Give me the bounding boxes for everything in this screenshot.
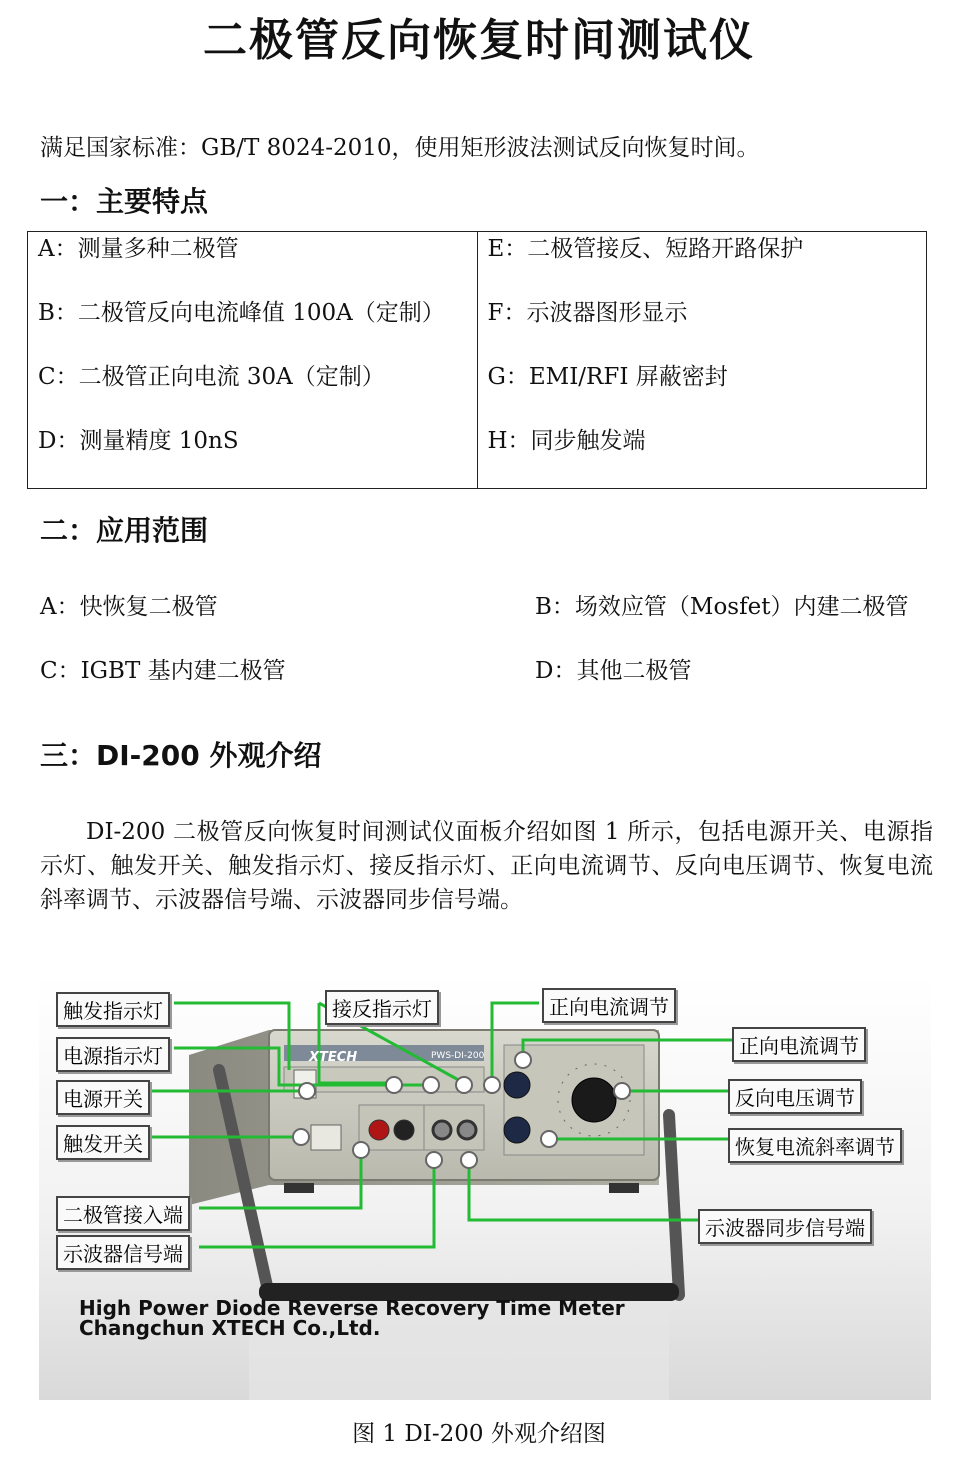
application-item: A：快恢复二极管 xyxy=(40,594,218,620)
callout-fwd-current: 正向电流调节 xyxy=(732,1027,866,1062)
callout-reverse-lamp: 接反指示灯 xyxy=(325,990,439,1025)
callout-fwd-current-top: 正向电流调节 xyxy=(542,988,676,1023)
feature-item: C：二极管正向电流 30A（定制） xyxy=(38,364,385,390)
callout-power-switch: 电源开关 xyxy=(56,1080,150,1115)
callout-slope: 恢复电流斜率调节 xyxy=(728,1128,902,1163)
callout-scope-signal: 示波器信号端 xyxy=(56,1235,190,1270)
brand-line-1: High Power Diode Reverse Recovery Time Meter xyxy=(79,1296,625,1320)
callout-scope-sync: 示波器同步信号端 xyxy=(698,1209,872,1244)
figure-caption: 图 1 DI-200 外观介绍图 xyxy=(352,1421,606,1447)
feature-item: B：二极管反向电流峰值 100A（定制） xyxy=(38,300,445,326)
device-model: PWS-DI-200 xyxy=(431,1051,485,1061)
section1-heading: 一：主要特点 xyxy=(40,185,209,218)
features-left-column xyxy=(28,232,478,489)
feature-item: A：测量多种二极管 xyxy=(38,236,239,262)
feature-item: D：测量精度 10nS xyxy=(38,428,239,454)
feature-item: G：EMI/RFI 屏蔽密封 xyxy=(487,364,728,390)
features-table xyxy=(27,231,927,489)
application-item: D：其他二极管 xyxy=(535,658,692,684)
intro-text: 满足国家标准：GB/T 8024-2010，使用矩形波法测试反向恢复时间。 xyxy=(40,135,760,161)
device-logo: XTECH xyxy=(309,1050,358,1065)
brand-line-2: Changchun XTECH Co.,Ltd. xyxy=(79,1316,381,1340)
feature-item: H：同步触发端 xyxy=(487,428,646,454)
callout-trigger-lamp: 触发指示灯 xyxy=(56,992,170,1027)
callout-diode-input: 二极管接入端 xyxy=(56,1196,190,1231)
feature-item: E：二极管接反、短路开路保护 xyxy=(487,236,804,262)
callout-reverse-voltage: 反向电压调节 xyxy=(728,1079,862,1114)
device-figure xyxy=(39,975,931,1400)
section3-body: DI-200 二极管反向恢复时间测试仪面板介绍如图 1 所示，包括电源开关、电源指示灯、触发开关、触发指示灯、接反指示灯、正向电流调节、反向电压调节、恢复电流斜率调节、示波器信号端、示波器同步信号端。 xyxy=(40,819,933,913)
application-item: C：IGBT 基内建二极管 xyxy=(40,658,286,684)
section3-heading: 三：DI-200 外观介绍 xyxy=(40,739,322,772)
page-title: 二极管反向恢复时间测试仪 xyxy=(203,15,755,66)
feature-item: F：示波器图形显示 xyxy=(487,300,688,326)
callout-trigger-switch: 触发开关 xyxy=(56,1125,150,1160)
application-item: B：场效应管（Mosfet）内建二极管 xyxy=(535,594,909,620)
section2-heading: 二：应用范围 xyxy=(40,514,209,547)
callout-power-lamp: 电源指示灯 xyxy=(56,1037,170,1072)
features-right-column xyxy=(477,232,927,489)
